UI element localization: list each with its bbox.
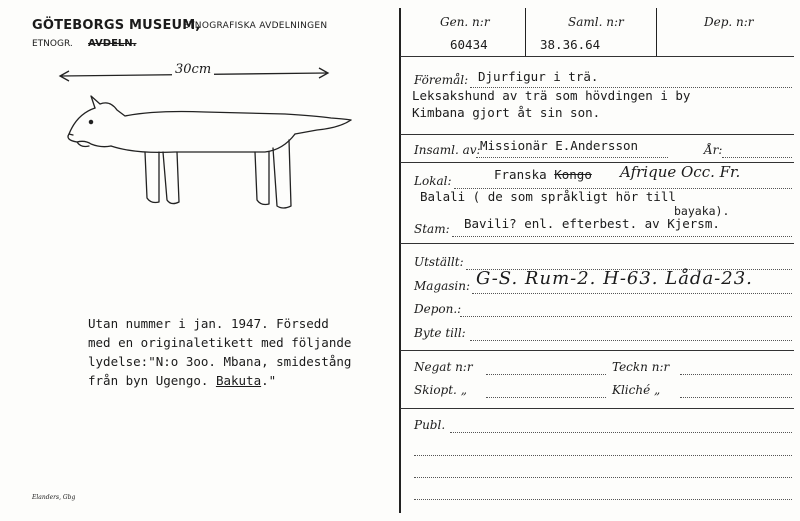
dog-sketch xyxy=(55,90,365,220)
magasin-dots xyxy=(472,293,792,294)
center-divider xyxy=(399,8,401,513)
rule-foremal xyxy=(400,134,794,135)
saml-value: 38.36.64 xyxy=(540,37,601,52)
insaml-label: Insaml. av: xyxy=(414,143,481,157)
ar-dots xyxy=(722,157,792,158)
negat-dots xyxy=(486,374,606,375)
insaml-dots xyxy=(476,157,668,158)
note-line-1: Utan nummer i jan. 1947. Försedd xyxy=(88,316,329,331)
negat-label: Negat n:r xyxy=(414,360,473,374)
lokal-line-2: Balali ( de som språkligt hör till xyxy=(420,189,676,204)
rule-byte xyxy=(400,350,794,351)
rule-stam xyxy=(400,243,794,244)
note-line-4-underlined: Bakuta xyxy=(215,373,262,388)
skiopt-dots xyxy=(486,397,606,398)
lokal-struck-text: Kongo xyxy=(554,167,592,182)
printer-imprint: Elanders, Gbg xyxy=(32,494,76,501)
stam-value: Bavili? enl. efterbest. av Kjersm. xyxy=(464,216,720,231)
scale-label: 30cm xyxy=(172,62,214,77)
header-divider-1 xyxy=(525,8,526,56)
department-name: ETNOGRAFISKA AVDELNINGEN xyxy=(183,21,328,31)
depon-label: Depon.: xyxy=(414,302,462,316)
teckn-label: Teckn n:r xyxy=(612,360,670,374)
museum-name: GÖTEBORGS MUSEUM, xyxy=(32,18,201,33)
teckn-dots xyxy=(680,374,792,375)
publ-dots-3 xyxy=(414,477,792,478)
magasin-label: Magasin: xyxy=(414,279,471,293)
lokal-label: Lokal: xyxy=(414,174,452,188)
utstallt-label: Utställt: xyxy=(414,255,464,269)
foremal-line-2: Leksakshund av trä som hövdingen i by xyxy=(412,88,691,103)
note-text xyxy=(88,314,351,390)
foremal-value: Djurfigur i trä. xyxy=(478,69,599,84)
lokal-value xyxy=(494,167,592,182)
gen-value: 60434 xyxy=(450,37,488,52)
avdeln-struck-label: AVDELN. xyxy=(88,38,137,49)
lokal-line-3: bayaka). xyxy=(674,204,730,218)
rule-negat xyxy=(400,408,794,409)
kliche-label: Kliché „ xyxy=(612,383,661,397)
header-divider-2 xyxy=(656,8,657,56)
foremal-label: Föremål: xyxy=(414,73,469,87)
skiopt-label: Skiopt. „ xyxy=(414,383,467,397)
byte-label: Byte till: xyxy=(414,326,466,340)
note-line-4a: från byn Ugengo. xyxy=(88,373,216,388)
gen-label: Gen. n:r xyxy=(440,15,490,29)
etnogr-label: ETNOGR. xyxy=(32,39,73,49)
note-line-3: lydelse:"N:o 3oo. Mbana, smidestång xyxy=(88,354,352,369)
insaml-value: Missionär E.Andersson xyxy=(480,138,639,153)
kliche-dots xyxy=(680,397,792,398)
lokal-value-text: Franska xyxy=(494,167,555,182)
rule-header xyxy=(400,56,794,57)
publ-dots-1 xyxy=(450,432,792,433)
depon-dots xyxy=(460,316,792,317)
magasin-value: G-S. Rum-2. H-63. Låda-23. xyxy=(476,268,753,289)
stam-dots xyxy=(452,236,792,237)
dep-label: Dep. n:r xyxy=(704,15,754,29)
publ-dots-4 xyxy=(414,499,792,500)
foremal-line-3: Kimbana gjort åt sin son. xyxy=(412,105,601,120)
note-line-4b: ." xyxy=(261,373,277,388)
publ-dots-2 xyxy=(414,455,792,456)
byte-dots xyxy=(470,340,792,341)
note-line-2: med en originaletikett med följande xyxy=(88,335,352,350)
publ-label: Publ. xyxy=(414,418,446,432)
lokal-handwritten: Afrique Occ. Fr. xyxy=(620,163,741,181)
stam-label: Stam: xyxy=(414,222,450,236)
saml-label: Saml. n:r xyxy=(568,15,624,29)
ar-label: År: xyxy=(704,143,723,157)
